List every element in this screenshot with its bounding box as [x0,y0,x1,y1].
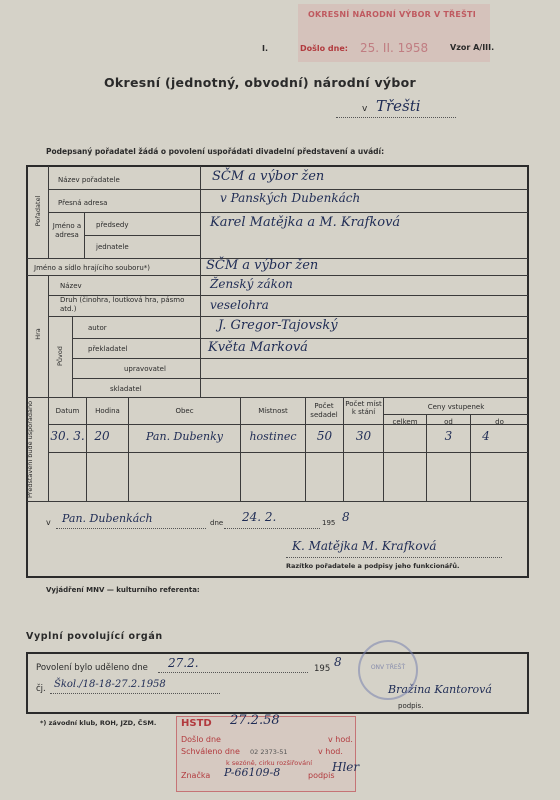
col-date-header: Datum [55,407,80,415]
form-title: Okresní (jednotný, obvodní) národní výbor [104,75,416,90]
sign-year-prefix: 195 [322,519,336,527]
translator-label: překladatel [88,345,128,353]
hstd-received-suffix: v hod. [328,735,353,744]
col-hour-header: Hodina [95,407,120,415]
stamp-received-label: Došlo dne: [300,44,348,53]
perf-hour-value: 20 [94,429,110,443]
footnote: *) závodní klub, ROH, JZD, ČSM. [40,719,157,727]
performance-section-label: Představení bude uspořádáno [26,400,34,498]
author-value: J. Gregor-Tajovský [218,318,338,333]
col-prices-header: Ceny vstupenek [427,403,485,411]
perf-date-value: 30. 3. [50,429,85,443]
authority-heading: Vyplní povolující orgán [26,631,163,642]
ref-value: Škol./18-18-27.2.1958 [54,679,166,690]
adapter-label: upravovatel [124,365,166,373]
place-line [336,117,456,118]
perf-village-value: Pan. Dubenky [146,430,223,443]
perf-from-value: 3 [444,429,453,443]
play-kind-value: veselohra [210,298,269,312]
col-to-header: do [495,418,504,426]
signature-caption: Razítko pořadatele a podpisy jeho funkcionářů. [286,562,460,570]
hstd-initials: Hler [332,760,360,774]
play-kind-label: Druh (činohra, loutková hra, pásmo atd.) [60,296,185,313]
person-label: Jméno a adresa [52,222,82,239]
organizer-name-value: SČM a výbor žen [212,169,325,184]
col-village-header: Obec [175,407,194,415]
place-prefix: v [362,104,368,114]
composer-label: skladatel [110,385,142,393]
intro-text: Podepsaný pořadatel žádá o povolení uspořádati divadelní představení a uvádí: [46,147,385,156]
stamp-office-name: OKRESNÍ NÁRODNÍ VÝBOR V TŘEŠTI [308,10,476,19]
sign-date-label: dne [210,519,224,527]
official-signature: Bražina Kantorová [388,683,492,696]
organizer-signatures: K. Matějka M. Krafková [292,539,437,553]
perf-standing-value: 30 [355,429,372,443]
round-stamp-text: ONV TŘEŠŤ [370,664,406,671]
col-standing-header: Počet míst k stání [345,400,382,416]
sign-place-prefix: v [46,518,51,527]
hstd-extension-label: k sezóně, cirku rozšiřování [226,759,313,767]
ensemble-label: Jméno a sídlo hrajícího souboru*) [34,264,151,272]
granted-label: Povolení bylo uděleno dne [36,663,148,673]
form-code: Vzor A/III. [450,43,495,52]
sign-date-value: 24. 2. [242,510,277,524]
author-label: autor [88,324,107,332]
origin-label: Původ [56,346,64,366]
ensemble-value: SČM a výbor žen [206,258,319,273]
stamp-received-date: 25. II. 1958 [360,41,429,55]
mnv-statement-label: Vyjádření MNV — kulturního referenta: [46,586,200,594]
perf-seats-value: 50 [316,429,333,443]
organizer-section-label: Pořadatel [34,195,42,227]
perf-venue-value: hostinec [249,430,297,443]
play-title-label: Název [60,282,82,290]
hstd-handwritten-date: 27.2.58 [230,713,280,728]
hstd-stamp-head: HSTD [181,718,212,729]
hstd-approved-value: 02 2373-51 [250,748,288,756]
form-roman-numeral: I. [262,44,269,53]
col-venue-header: Místnost [258,407,288,415]
organizer-name-label: Název pořadatele [58,176,120,184]
place-value: Třešti [376,97,421,115]
ref-label: čj. [36,684,46,694]
organizer-address-value: v Panských Dubenkách [220,191,361,205]
hstd-received-label: Došlo dne [181,735,221,744]
translator-value: Květa Marková [208,340,308,355]
hstd-approved-suffix: v hod. [318,747,343,756]
chair-label: předsedy [96,221,129,229]
hstd-mark-value: P-66109-8 [224,766,281,779]
chair-value: Karel Matějka a M. Krafková [210,215,401,230]
hstd-mark-label: Značka [181,771,211,780]
hstd-signature-label: podpis [308,771,335,780]
play-section-label: Hra [34,328,42,340]
col-seats-header: Počet sedadel [310,402,338,419]
hstd-approved-label: Schváleno dne [181,747,240,756]
col-total-header: celkem [392,418,418,426]
official-sign-label: podpis. [398,702,424,710]
perf-to-value: 4 [482,429,490,443]
sign-year-digit: 8 [342,510,350,524]
secretary-label: jednatele [96,243,129,251]
organizer-address-label: Přesná adresa [58,199,108,207]
col-from-header: od [444,418,453,426]
sign-place-value: Pan. Dubenkách [62,512,153,525]
granted-date: 27.2. [168,656,199,670]
granted-year-digit: 8 [334,655,342,669]
play-title-value: Ženský zákon [210,277,293,291]
granted-year-prefix: 195 [314,664,331,674]
